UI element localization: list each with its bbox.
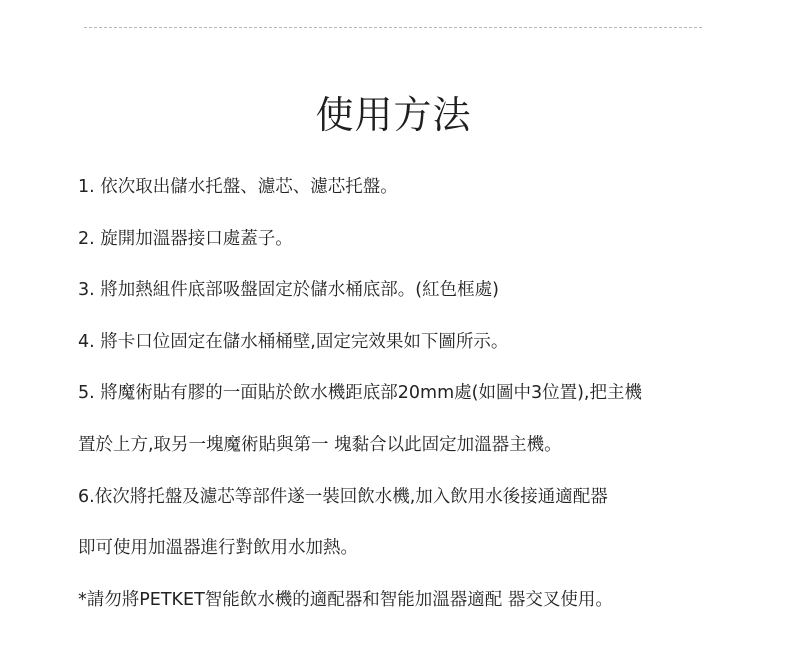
instruction-line: 3. 將加熱組件底部吸盤固定於儲水桶底部。(紅色框處) [78, 280, 499, 301]
warning-note: *請勿將PETKET智能飲水機的適配器和智能加溫器適配 器交叉使用。 [78, 589, 613, 610]
instruction-list [78, 170, 768, 634]
instruction-line: 6.依次將托盤及濾芯等部件遂一裝回飲水機,加入飲用水後接通適配器 [78, 486, 608, 507]
dashed-divider [84, 27, 702, 28]
instruction-line: 4. 將卡口位固定在儲水桶桶壁,固定完效果如下圖所示。 [78, 331, 509, 352]
page-title: 使用方法 [315, 93, 472, 137]
instruction-line: 5. 將魔術貼有膠的一面貼於飲水機距底部20mm處(如圖中3位置),把主機 [78, 383, 642, 404]
instruction-line: 即可使用加溫器進行對飲用水加熱。 [78, 538, 358, 559]
instruction-line: 2. 旋開加溫器接口處蓋子。 [78, 228, 293, 249]
instruction-line: 置於上方,取另一塊魔術貼與第一 塊黏合以此固定加溫器主機。 [78, 434, 562, 455]
instruction-line: 1. 依次取出儲水托盤、濾芯、濾芯托盤。 [78, 177, 398, 197]
